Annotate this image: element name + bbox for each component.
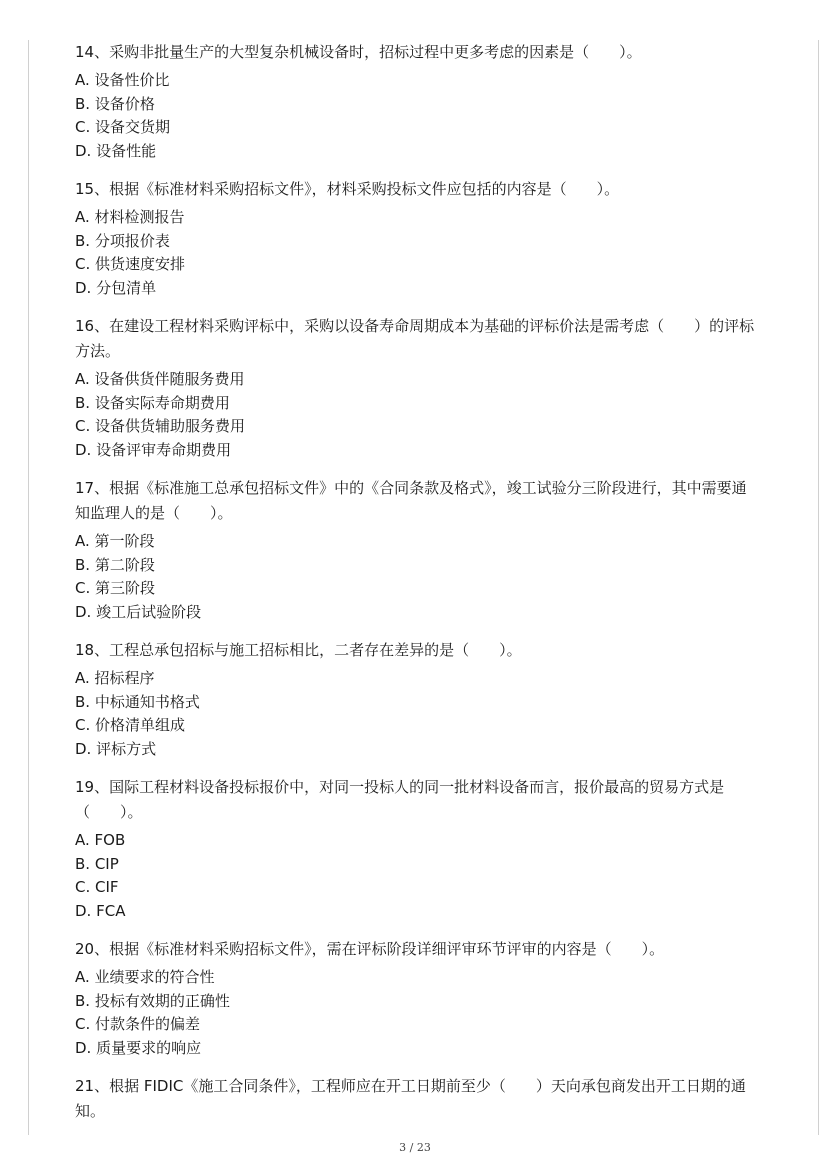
question-18 [75,638,755,761]
option-b: B. 分项报价表 [75,231,170,250]
option-c: C. 设备交货期 [75,118,171,136]
page-edge-right [818,40,819,1135]
question-21 [75,1074,755,1124]
option-b: B. CIP [75,854,119,873]
option-a: A. 业绩要求的符合性 [75,968,215,986]
page-edge-left [28,40,29,1135]
question-15 [75,177,755,300]
option-d: D. 评标方式 [75,739,157,758]
option-d: D. 设备评审寿命期费用 [75,440,232,459]
option-b: B. 投标有效期的正确性 [75,991,230,1010]
question-stem: 19、国际工程材料设备投标报价中，对同一投标人的同一批材料设备而言，报价最高的贸易方式是（ ）。 [75,778,725,821]
option-a: A. 材料检测报告 [75,208,185,226]
option-d: D. 分包清单 [75,278,157,297]
question-stem: 16、在建设工程材料采购评标中，采购以设备寿命周期成本为基础的评标价法是需考虑（ ）的评标方法。 [75,317,755,360]
option-a: A. 设备供货伴随服务费用 [75,370,245,388]
question-stem: 21、根据 FIDIC《施工合同条件》，工程师应在开工日期前至少（ ）天向承包商发出开工日期的通知。 [75,1077,746,1120]
option-c: C. CIF [75,878,119,896]
option-c: C. 付款条件的偏差 [75,1015,201,1033]
option-d: D. 竣工后试验阶段 [75,602,202,621]
option-d: D. 设备性能 [75,141,157,160]
question-20 [75,937,755,1060]
question-stem: 18、工程总承包招标与施工招标相比，二者存在差异的是（ ）。 [75,641,522,659]
option-c: C. 设备供货辅助服务费用 [75,417,246,435]
question-stem: 17、根据《标准施工总承包招标文件》中的《合同条款及格式》，竣工试验分三阶段进行，其中需要通知监理人的是（ ）。 [75,479,747,522]
option-c: C. 供货速度安排 [75,255,186,273]
question-stem: 14、采购非批量生产的大型复杂机械设备时，招标过程中更多考虑的因素是（ ）。 [75,43,642,61]
option-a: A. 设备性价比 [75,71,170,89]
option-b: B. 设备价格 [75,94,155,113]
option-c: C. 第三阶段 [75,579,156,597]
question-16 [75,314,755,462]
option-a: A. 第一阶段 [75,532,155,550]
page-number: 3 / 23 [399,1141,431,1154]
question-14 [75,40,755,163]
option-a: A. 招标程序 [75,669,155,687]
option-b: B. 设备实际寿命期费用 [75,393,230,412]
option-d: D. 质量要求的响应 [75,1038,202,1057]
question-stem: 15、根据《标准材料采购招标文件》，材料采购投标文件应包括的内容是（ ）。 [75,180,620,198]
question-stem: 20、根据《标准材料采购招标文件》，需在评标阶段详细评审环节评审的内容是（ ）。 [75,940,665,958]
option-a: A. FOB [75,831,126,849]
question-list [75,40,755,1138]
question-19 [75,775,755,923]
option-d: D. FCA [75,901,126,920]
option-b: B. 第二阶段 [75,555,155,574]
option-c: C. 价格清单组成 [75,716,186,734]
option-b: B. 中标通知书格式 [75,692,200,711]
question-17 [75,476,755,624]
